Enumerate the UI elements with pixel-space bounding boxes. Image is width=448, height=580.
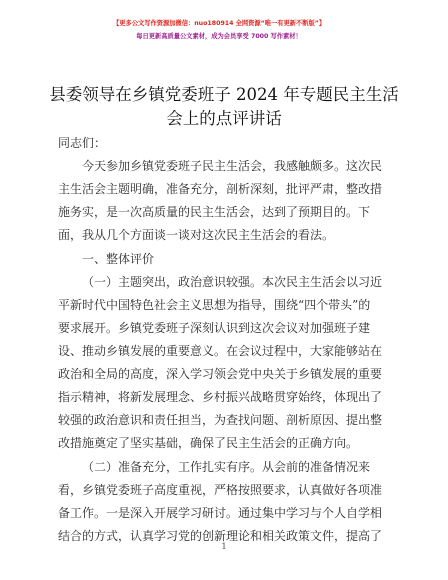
body-line: 平新时代中国特色社会主义思想为指导，围绕“四个带头”的: [58, 298, 371, 312]
section-heading: 一、整体评价: [82, 252, 155, 266]
body-line: 政治和全局的高度，深入学习领会党中央关于乡镇发展的重要: [58, 367, 383, 381]
body-line: 施务实，是一次高质量的民主生活会，达到了预期目的。下: [58, 205, 371, 219]
salutation: 同志们：: [58, 136, 107, 150]
body-line: 要求展开。乡镇党委班子深刻认识到这次会议对加强班子建: [58, 321, 371, 335]
body-line: 今天参加乡镇党委班子民主生活会，我感触颇多。这次民: [82, 159, 383, 173]
body-line: （二）准备充分，工作扎实有序。从会前的准备情况来: [82, 460, 371, 474]
document-title-line-2: 会上的点评讲话: [166, 109, 282, 128]
body-line: 主生活会主题明确，准备充分，剖析深刻，批评严肃，整改措: [58, 182, 383, 196]
body-line: 面，我从几个方面谈一谈对这次民主生活会的看法。: [58, 228, 335, 242]
body-line: 结合的方式，认真学习党的创新理论和相关政策文件，提高了: [58, 529, 383, 543]
body-line: 备工作。一是深入开展学习研讨。通过集中学习与个人自学相: [58, 506, 383, 520]
body-line: 看，乡镇党委班子高度重视，严格按照要求，认真做好各项准: [58, 483, 383, 497]
body-line: 指示精神，将新发展理念、乡村振兴战略贯穿始终，体现出了: [58, 390, 383, 404]
body-line: 较强的政治意识和责任担当，为查找问题、剖析原因、提出整: [58, 413, 383, 427]
page-number: 1: [221, 542, 227, 551]
body-line: （一）主题突出，政治意识较强。本次民主生活会以习近: [82, 275, 383, 289]
body-line: 改措施奠定了坚实基础，确保了民主生活会的正确方向。: [58, 436, 359, 450]
body-line: 设、推动乡镇发展的重要意义。在会议过程中，大家能够站在: [58, 344, 383, 358]
promo-banner-line-2: 每日更新高质量公文素材，成为会员享受 7000 写作素材！: [136, 32, 302, 40]
promo-banner-line-1: 【更多公文写作资源加微信：nuo180914 全网资源“唯一有更新不断版”】: [112, 19, 326, 27]
document-title-line-1: 县委领导在乡镇党委班子 2024 年专题民主生活: [49, 85, 399, 104]
